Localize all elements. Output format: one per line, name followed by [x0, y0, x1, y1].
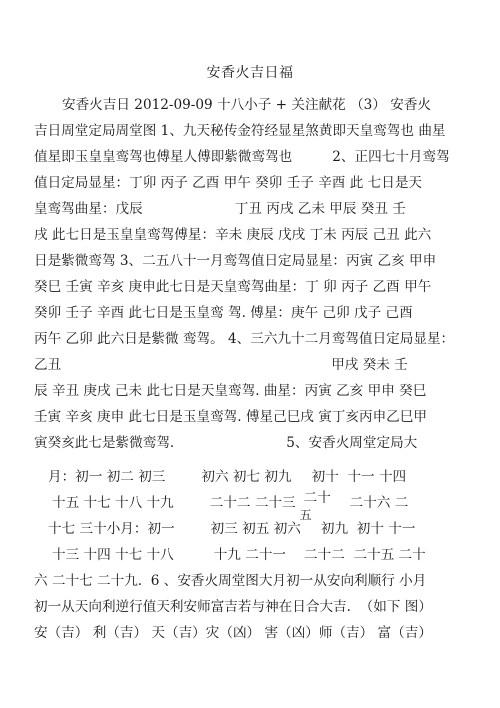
text-fragment: 二十二 二十三 — [209, 495, 296, 511]
text-line: 丙午 乙卯 此六日是紫微 鸾驾。 4、三六九十二月鸾驾值日定局显星： — [34, 331, 455, 347]
page-title: 安香火吉日福 — [206, 65, 294, 81]
text-line — [52, 490, 409, 522]
text-line — [34, 148, 450, 166]
text-fragment: 十三 十四 十七 十八 — [52, 547, 174, 563]
text-line: 戌 此七日是玉皇皇鸾驾傅星：辛未 庚辰 戊戌 丁未 丙辰 己丑 此六 — [34, 227, 432, 243]
text-line: 吉日周堂定局周堂图 1、九天秘传金符经显星煞黄即天皇鸾驾也 曲星 — [34, 123, 446, 139]
text-fragment: 二十二 二十五 二十 — [304, 547, 426, 563]
text-line: 辰 辛丑 庚戌 己未 此七日是天皇鸾驾. 曲星：丙寅 乙亥 甲申 癸巳 — [34, 383, 427, 399]
text-fragment: 初十 十一 十四 — [311, 469, 407, 485]
text-fragment: 皇鸾驾曲星：戊辰 — [34, 201, 143, 217]
text-fragment: 初六 初七 初九 — [201, 469, 292, 485]
text-line: 日是紫微鸾驾 3、二五八十一月鸾驾值日定局显星：丙寅 乙亥 甲申 — [34, 253, 437, 269]
text-line: 安香火吉日 2012-09-09 十八小子 + 关注献花 （3） 安香火 — [62, 97, 432, 113]
text-fragment: 初九 初十 十一 — [320, 521, 416, 537]
text-fragment: 值星即玉皇皇鸾驾也傅星人傅即紫微鸾驾也 — [34, 149, 293, 165]
text-fragment: 丁丑 丙戌 乙未 甲辰 癸丑 壬 — [234, 201, 406, 217]
text-line: 初一从天向利逆行值天利安师富吉若与神在日合大吉. （如下 图） — [34, 599, 432, 615]
text-fragment: 十九 二十一 — [213, 547, 287, 563]
text-line: 安（吉） 利（吉） 天（吉）灾（凶） 害（凶）师（吉） 富（吉） — [34, 625, 432, 641]
text-fragment: 五 — [299, 508, 312, 522]
text-fragment: 初三 初五 初六 — [210, 521, 301, 537]
text-line: 癸巳 壬寅 辛亥 庚申此七日是天皇鸾驾曲星：丁 卯 丙子 乙酉 甲午 — [34, 279, 432, 295]
text-line — [34, 434, 417, 452]
text-fragment: 二十六 二 — [349, 495, 409, 511]
text-line — [34, 356, 408, 374]
text-line — [48, 468, 406, 486]
text-line — [34, 200, 406, 218]
text-fragment: 5、安香火周堂定局大 — [286, 435, 418, 451]
text-fragment: 二十 — [303, 490, 331, 506]
text-line — [52, 546, 426, 564]
text-line — [48, 520, 415, 538]
text-fragment: 十七 三十小月：初一 — [48, 521, 175, 537]
text-fragment: 乙丑 — [34, 357, 62, 373]
text-fragment: 2、正四七十月鸾驾 — [332, 149, 450, 165]
text-fragment: 十五 十七 十八 十九 — [52, 495, 174, 511]
text-line: 六 二十七 二十九. 6 、安香火周堂图大月初一从安向利顺行 小月 — [34, 573, 427, 589]
text-fragment: 甲戌 癸未 壬 — [331, 357, 408, 373]
text-line: 值日定局显星：丁卯 丙子 乙酉 甲午 癸卯 壬子 辛酉 此 七日是天 — [34, 175, 423, 191]
text-line: 壬寅 辛亥 庚申 此七日是玉皇鸾驾. 傅星己巳戌 寅丁亥丙申乙巳甲 — [34, 409, 427, 425]
text-line: 癸卯 壬子 辛酉 此七日是玉皇鸾 驾. 傅星：庚午 己卯 戊子 己酉 — [34, 305, 413, 321]
text-fragment: 寅癸亥此七是紫微鸾驾. — [34, 435, 175, 451]
text-fragment: 月：初一 初二 初三 — [48, 469, 166, 485]
